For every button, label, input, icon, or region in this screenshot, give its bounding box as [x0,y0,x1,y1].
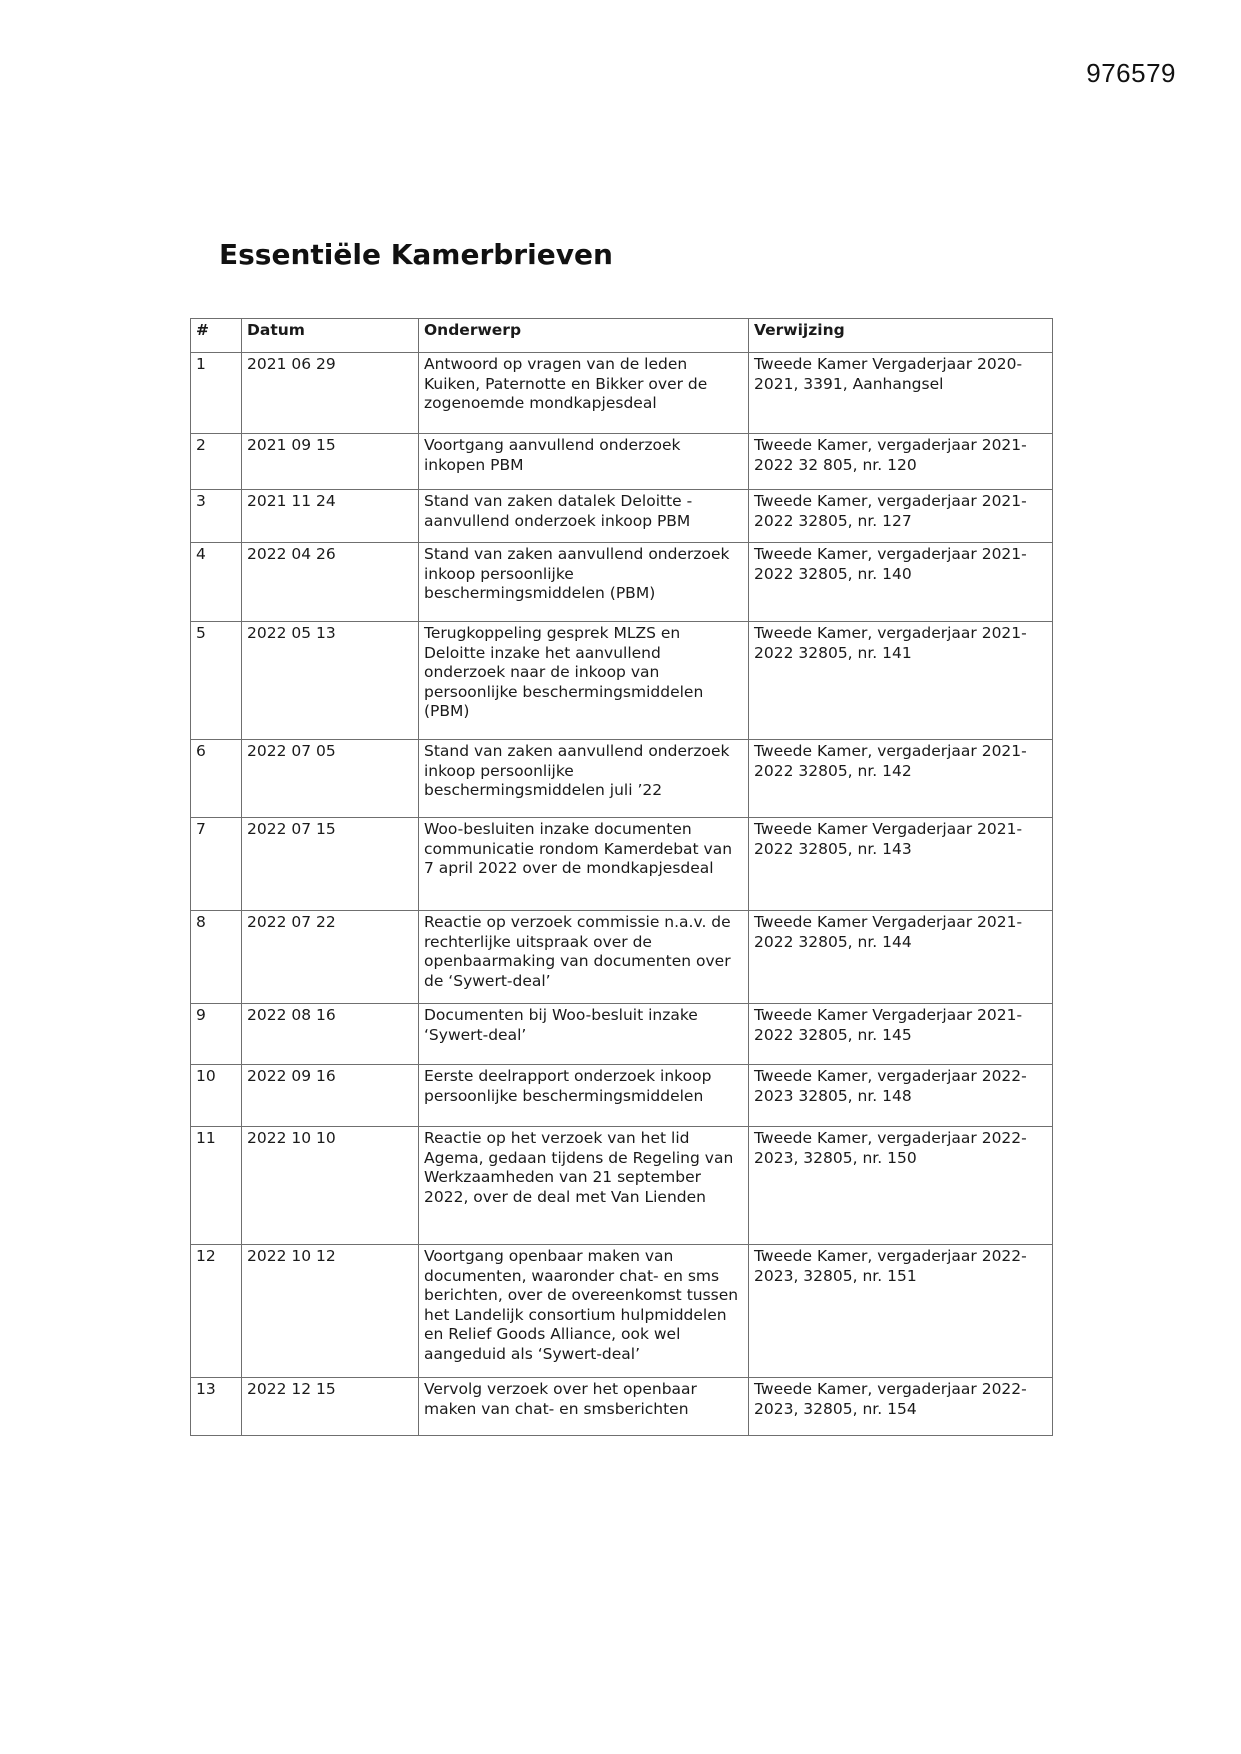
cell-date: 2021 09 15 [242,434,419,490]
cell-reference: Tweede Kamer, vergaderjaar 2022-2023, 32805, nr. 150 [749,1127,1053,1245]
cell-num: 5 [191,622,242,740]
cell-num: 7 [191,818,242,911]
cell-date: 2022 05 13 [242,622,419,740]
cell-date: 2021 11 24 [242,490,419,543]
header-reference: Verwijzing [749,319,1053,353]
table-row [191,911,1053,1004]
cell-subject: Voortgang aanvullend onderzoek inkopen PBM [419,434,749,490]
cell-subject: Stand van zaken aanvullend onderzoek inkoop persoonlijke beschermingsmiddelen (PBM) [419,543,749,622]
cell-date: 2022 10 10 [242,1127,419,1245]
letters-table [190,318,1053,1436]
cell-reference: Tweede Kamer, vergaderjaar 2021-2022 32805, nr. 141 [749,622,1053,740]
cell-num: 6 [191,740,242,818]
cell-subject: Reactie op het verzoek van het lid Agema, gedaan tijdens de Regeling van Werkzaamheden van 21 september 2022, over de deal met Van Lienden [419,1127,749,1245]
cell-date: 2022 07 15 [242,818,419,911]
table-row [191,434,1053,490]
cell-reference: Tweede Kamer Vergaderjaar 2020-2021, 3391, Aanhangsel [749,353,1053,434]
table-row [191,1065,1053,1127]
cell-reference: Tweede Kamer, vergaderjaar 2021-2022 32805, nr. 127 [749,490,1053,543]
cell-num: 10 [191,1065,242,1127]
header-subject: Onderwerp [419,319,749,353]
cell-subject: Vervolg verzoek over het openbaar maken van chat- en smsberichten [419,1378,749,1436]
cell-num: 12 [191,1245,242,1378]
cell-date: 2022 12 15 [242,1378,419,1436]
cell-reference: Tweede Kamer Vergaderjaar 2021-2022 32805, nr. 144 [749,911,1053,1004]
cell-date: 2022 09 16 [242,1065,419,1127]
cell-subject: Stand van zaken datalek Deloitte - aanvullend onderzoek inkoop PBM [419,490,749,543]
cell-subject: Voortgang openbaar maken van documenten, waaronder chat- en sms berichten, over de overeenkomst tussen het Landelijk consortium hulpmiddelen en Relief Goods Alliance, ook wel aangeduid als ‘Sywert-deal’ [419,1245,749,1378]
cell-date: 2022 07 05 [242,740,419,818]
cell-reference: Tweede Kamer, vergaderjaar 2022-2023 32805, nr. 148 [749,1065,1053,1127]
cell-date: 2022 07 22 [242,911,419,1004]
cell-reference: Tweede Kamer Vergaderjaar 2021-2022 32805, nr. 145 [749,1004,1053,1065]
cell-subject: Reactie op verzoek commissie n.a.v. de rechterlijke uitspraak over de openbaarmaking van documenten over de ‘Sywert-deal’ [419,911,749,1004]
table-row [191,1004,1053,1065]
cell-date: 2021 06 29 [242,353,419,434]
table-row [191,1127,1053,1245]
cell-num: 9 [191,1004,242,1065]
cell-subject: Documenten bij Woo-besluit inzake ‘Sywert-deal’ [419,1004,749,1065]
table-row [191,543,1053,622]
cell-reference: Tweede Kamer, vergaderjaar 2022-2023, 32805, nr. 154 [749,1378,1053,1436]
header-date: Datum [242,319,419,353]
cell-date: 2022 08 16 [242,1004,419,1065]
table-row [191,622,1053,740]
cell-num: 4 [191,543,242,622]
cell-num: 3 [191,490,242,543]
cell-num: 1 [191,353,242,434]
cell-reference: Tweede Kamer, vergaderjaar 2021-2022 32 805, nr. 120 [749,434,1053,490]
cell-subject: Antwoord op vragen van de leden Kuiken, Paternotte en Bikker over de zogenoemde mondkapjesdeal [419,353,749,434]
cell-subject: Stand van zaken aanvullend onderzoek inkoop persoonlijke beschermingsmiddelen juli ’22 [419,740,749,818]
table-row [191,490,1053,543]
cell-reference: Tweede Kamer Vergaderjaar 2021-2022 32805, nr. 143 [749,818,1053,911]
cell-num: 13 [191,1378,242,1436]
table-row [191,740,1053,818]
cell-subject: Eerste deelrapport onderzoek inkoop persoonlijke beschermingsmiddelen [419,1065,749,1127]
cell-date: 2022 10 12 [242,1245,419,1378]
table-row [191,818,1053,911]
cell-reference: Tweede Kamer, vergaderjaar 2021-2022 32805, nr. 140 [749,543,1053,622]
cell-reference: Tweede Kamer, vergaderjaar 2021-2022 32805, nr. 142 [749,740,1053,818]
cell-num: 2 [191,434,242,490]
table-row [191,1378,1053,1436]
cell-num: 11 [191,1127,242,1245]
table-row [191,353,1053,434]
cell-reference: Tweede Kamer, vergaderjaar 2022-2023, 32805, nr. 151 [749,1245,1053,1378]
cell-num: 8 [191,911,242,1004]
table-row [191,1245,1053,1378]
cell-subject: Terugkoppeling gesprek MLZS en Deloitte inzake het aanvullend onderzoek naar de inkoop van persoonlijke beschermingsmiddelen (PBM) [419,622,749,740]
table-header-row [191,319,1053,353]
header-num: # [191,319,242,353]
document-number: 976579 [1086,58,1176,88]
page-title: Essentiële Kamerbrieven [219,238,613,271]
cell-date: 2022 04 26 [242,543,419,622]
cell-subject: Woo-besluiten inzake documenten communicatie rondom Kamerdebat van 7 april 2022 over de mondkapjesdeal [419,818,749,911]
